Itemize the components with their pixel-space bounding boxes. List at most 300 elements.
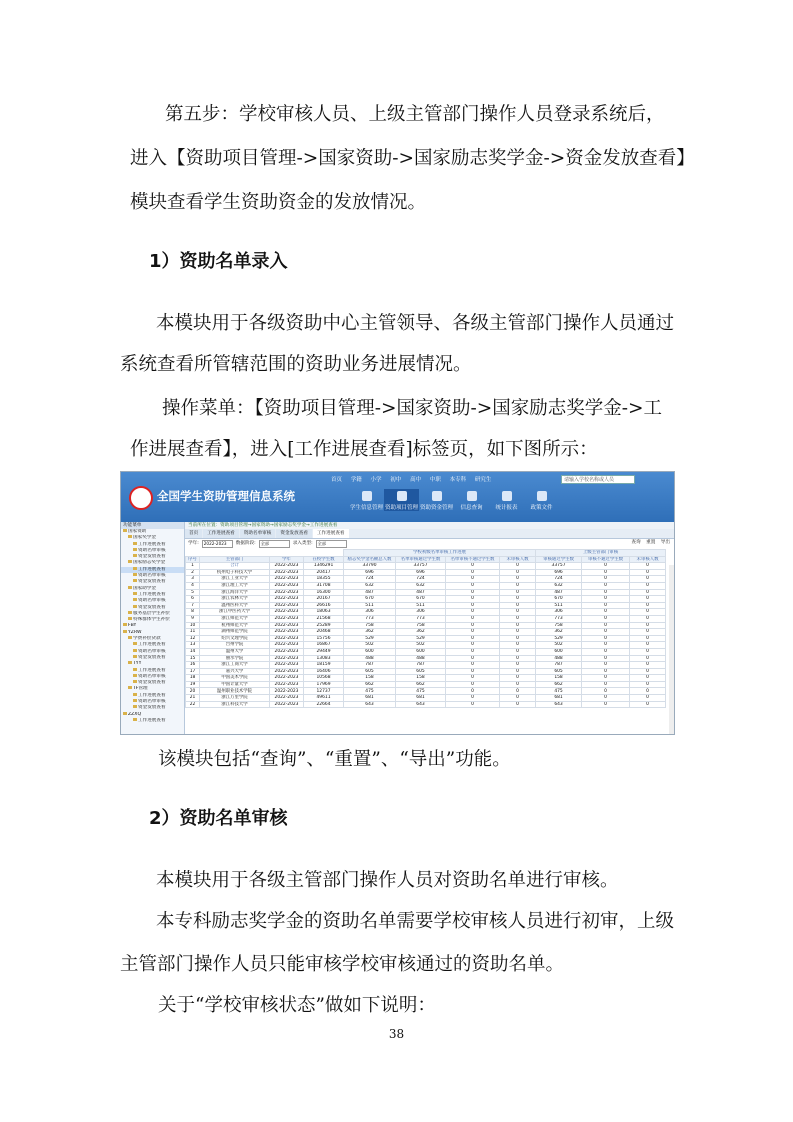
- top-link[interactable]: 研究生: [474, 477, 492, 483]
- table-cell: 511: [396, 602, 446, 609]
- table-cell: 18: [186, 675, 200, 682]
- table-cell: 773: [344, 615, 396, 622]
- table-cell: 0: [582, 629, 630, 636]
- table-cell: 22: [186, 701, 200, 708]
- paragraph-menu-line2: 作进展查看】，进入[工作进展查看]标签页，如下图所示：: [130, 439, 598, 460]
- table-row[interactable]: [186, 576, 666, 583]
- sidebar-item[interactable]: [121, 718, 184, 724]
- table-cell: 0: [582, 576, 630, 583]
- table-cell: 0: [500, 648, 536, 655]
- table-cell: 0: [446, 563, 500, 570]
- table-cell: 306: [536, 609, 582, 616]
- folder-icon: [133, 548, 137, 551]
- sidebar-title: 功能菜单: [121, 522, 184, 529]
- table-cell: 600: [344, 648, 396, 655]
- table-cell: 20: [186, 688, 200, 695]
- table-cell: 0: [446, 675, 500, 682]
- table-cell: 2022-2023: [270, 563, 304, 570]
- table-cell: 20417: [304, 569, 344, 576]
- table-cell: 18063: [304, 609, 344, 616]
- table-cell: 0: [630, 596, 666, 603]
- paragraph-scholarship-line2: 主管部门操作人员只能审核学校审核通过的资助名单。: [120, 954, 565, 975]
- table-cell: 0: [500, 688, 536, 695]
- table-cell: 0: [630, 602, 666, 609]
- table-cell: 2022-2023: [270, 662, 304, 669]
- folder-icon: [133, 693, 137, 696]
- table-cell: 362: [396, 629, 446, 636]
- folder-icon: [133, 567, 137, 570]
- table-cell: 511: [536, 602, 582, 609]
- table-cell: 158: [344, 675, 396, 682]
- table-cell: 16300: [304, 589, 344, 596]
- table-cell: 0: [582, 655, 630, 662]
- table-cell: 529: [344, 635, 396, 642]
- table-cell: 杭州师范大学: [200, 622, 270, 629]
- table-cell: 0: [500, 609, 536, 616]
- table-cell: 0: [630, 609, 666, 616]
- table-cell: 20167: [304, 596, 344, 603]
- table-cell: 0: [630, 589, 666, 596]
- sidebar-item-label: 国家励志奖学金: [133, 560, 166, 566]
- column-header[interactable]: 序号: [186, 556, 200, 563]
- table-cell: 0: [630, 662, 666, 669]
- table-cell: 0: [582, 681, 630, 688]
- table-cell: 9: [186, 615, 200, 622]
- folder-icon: [133, 573, 137, 576]
- table-cell: 681: [396, 695, 446, 702]
- sidebar-item-label: 资助名单审核: [138, 673, 166, 679]
- table-cell: 0: [582, 635, 630, 642]
- table-cell: 温州职业技术学院: [200, 688, 270, 695]
- folder-icon: [128, 617, 132, 620]
- table-cell: 15: [186, 655, 200, 662]
- paragraph-status-note: 关于“学校审核状态”做如下说明：: [158, 995, 436, 1016]
- table-row[interactable]: [186, 662, 666, 669]
- filter-bar: [185, 539, 674, 549]
- type-label: 录入类型:: [292, 541, 313, 546]
- table-cell: 681: [536, 695, 582, 702]
- table-cell: 0: [500, 695, 536, 702]
- table-cell: 0: [446, 576, 500, 583]
- folder-icon: [133, 605, 137, 608]
- table-cell: 0: [446, 609, 500, 616]
- sidebar-item-label: 国家助学金: [133, 585, 156, 591]
- top-link[interactable]: 中职: [429, 477, 441, 483]
- paragraph-review: 本模块用于各级主管部门操作人员对资助名单进行审核。: [156, 870, 619, 891]
- table-row[interactable]: [186, 589, 666, 596]
- table-cell: 0: [630, 648, 666, 655]
- top-link[interactable]: 本专科: [449, 477, 467, 483]
- table-row[interactable]: [186, 675, 666, 682]
- table-cell: 0: [630, 615, 666, 622]
- sidebar-menu: [121, 522, 185, 734]
- table-row[interactable]: [186, 695, 666, 702]
- table-row[interactable]: [186, 681, 666, 688]
- search-input[interactable]: 请输入学校名称或人员: [561, 475, 635, 484]
- table-cell: 0: [582, 582, 630, 589]
- level-select[interactable]: 全部: [259, 540, 290, 548]
- table-cell: 2022-2023: [270, 629, 304, 636]
- table-cell: 0: [446, 622, 500, 629]
- folder-icon: [133, 674, 137, 677]
- table-cell: 8: [186, 609, 200, 616]
- folder-icon: [123, 623, 127, 626]
- table-cell: 773: [396, 615, 446, 622]
- column-header[interactable]: 主管部门: [200, 556, 270, 563]
- table-cell: 696: [344, 569, 396, 576]
- table-cell: 0: [582, 701, 630, 708]
- table-row[interactable]: [186, 688, 666, 695]
- table-cell: 湖州师范学院: [200, 629, 270, 636]
- year-select[interactable]: 2022-2023: [202, 540, 233, 548]
- column-header[interactable]: 未审核人数: [500, 556, 536, 563]
- table-cell: 2022-2023: [270, 609, 304, 616]
- document-icon: [537, 491, 547, 501]
- table-cell: 0: [582, 622, 630, 629]
- table-cell: 0: [446, 582, 500, 589]
- sidebar-item-label: TYY: [133, 661, 142, 667]
- table-cell: 33757: [536, 563, 582, 570]
- table-cell: 0: [500, 675, 536, 682]
- table-cell: 0: [500, 635, 536, 642]
- column-header[interactable]: 审核不通过学生数: [582, 556, 630, 563]
- table-cell: 0: [630, 701, 666, 708]
- table-cell: 13083: [304, 655, 344, 662]
- table-cell: 362: [344, 629, 396, 636]
- table-cell: 浙江农林大学: [200, 596, 270, 603]
- table-cell: 529: [396, 635, 446, 642]
- table-cell: 0: [582, 569, 630, 576]
- table-cell: 0: [500, 629, 536, 636]
- table-cell: 475: [396, 688, 446, 695]
- sidebar-item-label: FBY: [128, 623, 137, 629]
- table-cell: 488: [344, 655, 396, 662]
- year-label: 学年:: [188, 541, 199, 546]
- table-cell: 0: [446, 602, 500, 609]
- module-policy[interactable]: 政策文件: [524, 489, 559, 511]
- table-cell: 0: [582, 695, 630, 702]
- table-cell: 0: [446, 615, 500, 622]
- paragraph-menu-line1: 操作菜单：【资助项目管理->国家资助->国家励志奖学金->工: [162, 398, 663, 419]
- table-cell: 21: [186, 695, 200, 702]
- table-cell: 绍兴文理学院: [200, 635, 270, 642]
- table-cell: 2: [186, 569, 200, 576]
- table-cell: 0: [446, 695, 500, 702]
- table-row[interactable]: [186, 569, 666, 576]
- table-cell: 758: [396, 622, 446, 629]
- table-cell: 0: [582, 602, 630, 609]
- top-link[interactable]: 首页: [331, 477, 343, 483]
- table-cell: 浙江中医药大学: [200, 609, 270, 616]
- table-cell: 0: [500, 668, 536, 675]
- table-cell: 2022-2023: [270, 569, 304, 576]
- column-header[interactable]: 学年: [270, 556, 304, 563]
- table-cell: 0: [500, 589, 536, 596]
- table-cell: 20468: [304, 629, 344, 636]
- table-cell: 0: [446, 569, 500, 576]
- sidebar-item-label: 国家资助: [128, 529, 147, 534]
- folder-icon: [133, 598, 137, 601]
- search-icon: [467, 491, 477, 501]
- operation-buttons: [627, 539, 670, 545]
- table-cell: 600: [396, 648, 446, 655]
- table-cell: 488: [536, 655, 582, 662]
- table-cell: 0: [582, 596, 630, 603]
- tab-home[interactable]: 首页: [185, 529, 202, 538]
- table-cell: 3: [186, 576, 200, 583]
- system-title: 全国学生资助管理信息系统: [157, 489, 295, 503]
- column-header[interactable]: 励志奖学金名额总人数: [344, 556, 396, 563]
- table-cell: 2022-2023: [270, 655, 304, 662]
- table-cell: 158: [536, 675, 582, 682]
- table-cell: 0: [630, 576, 666, 583]
- table-cell: 18159: [304, 662, 344, 669]
- group-header-upper: 上级主管部门审核: [536, 550, 666, 557]
- table-row[interactable]: [186, 629, 666, 636]
- people-icon: [362, 491, 372, 501]
- table-cell: 0: [582, 675, 630, 682]
- table-cell: 605: [536, 668, 582, 675]
- column-header[interactable]: 未审核人数: [630, 556, 666, 563]
- top-link[interactable]: 高中: [410, 477, 422, 483]
- folder-icon: [128, 535, 132, 538]
- table-cell: 643: [344, 701, 396, 708]
- heading-1: 1）资助名单录入: [149, 251, 288, 272]
- table-cell: 浙江师范大学: [200, 615, 270, 622]
- table-cell: 2022-2023: [270, 701, 304, 708]
- table-cell: 0: [500, 622, 536, 629]
- table-cell: 0: [582, 688, 630, 695]
- sidebar-item-label: 资金发放查看: [138, 680, 166, 686]
- sidebar-item-label: 资助名单审核: [138, 699, 166, 705]
- table-cell: 浙江理工大学: [200, 582, 270, 589]
- table-cell: 696: [396, 569, 446, 576]
- table-row[interactable]: [186, 563, 666, 570]
- sidebar-item-label: 资金发放查看: [138, 654, 166, 660]
- table-row[interactable]: [186, 655, 666, 662]
- table-cell: 33757: [396, 563, 446, 570]
- table-cell: 0: [500, 615, 536, 622]
- system-screenshot: [120, 471, 675, 735]
- folder-icon: [133, 592, 137, 595]
- table-cell: 1: [186, 563, 200, 570]
- top-links: [331, 475, 498, 487]
- table-cell: 0: [446, 635, 500, 642]
- table-cell: 758: [536, 622, 582, 629]
- folder-icon: [133, 649, 137, 652]
- table-row[interactable]: [186, 648, 666, 655]
- table-row[interactable]: [186, 635, 666, 642]
- sidebar-item-label: 资金发放查看: [138, 579, 166, 585]
- paragraph-step5-line2: 进入【资助项目管理->国家资助->国家励志奖学金->资金发放查看】: [130, 148, 695, 169]
- top-link[interactable]: 学籍: [350, 477, 362, 483]
- table-cell: 696: [536, 569, 582, 576]
- table-cell: 306: [396, 609, 446, 616]
- page-number: 38: [388, 1027, 405, 1041]
- module-report[interactable]: 统计报表: [489, 489, 524, 511]
- sidebar-item-label: 工作进展查看: [138, 692, 166, 698]
- folder-icon: [133, 655, 137, 658]
- pie-chart-icon: [502, 491, 512, 501]
- table-cell: 662: [344, 681, 396, 688]
- table-row[interactable]: [186, 622, 666, 629]
- table-cell: 10568: [304, 675, 344, 682]
- table-cell: 0: [582, 662, 630, 669]
- module-fund[interactable]: 资助资金管理: [419, 489, 454, 511]
- table-cell: 502: [396, 642, 446, 649]
- table-cell: 0: [630, 642, 666, 649]
- table-cell: 0: [446, 688, 500, 695]
- table-row[interactable]: [186, 609, 666, 616]
- table-cell: 0: [630, 569, 666, 576]
- module-project[interactable]: 资助项目管理: [384, 489, 419, 511]
- table-cell: 2022-2023: [270, 668, 304, 675]
- table-cell: 17969: [304, 681, 344, 688]
- sidebar-item-label: 资助名单审核: [138, 573, 166, 579]
- folder-icon: [128, 611, 132, 614]
- table-cell: 0: [446, 596, 500, 603]
- table-cell: 0: [630, 563, 666, 570]
- table-cell: 2022-2023: [270, 688, 304, 695]
- table-cell: 662: [536, 681, 582, 688]
- folder-icon: [123, 712, 127, 715]
- top-link[interactable]: 初中: [390, 477, 402, 483]
- tab-progress[interactable]: 工作进展查看: [203, 529, 239, 538]
- table-cell: 0: [446, 642, 500, 649]
- table-cell: 7: [186, 602, 200, 609]
- sidebar-item-label: 学费补偿贷款: [133, 636, 161, 642]
- table-row[interactable]: [186, 596, 666, 603]
- table-cell: 16406: [304, 668, 344, 675]
- table-cell: 0: [446, 662, 500, 669]
- folder-icon: [133, 718, 137, 721]
- table-row[interactable]: [186, 615, 666, 622]
- table-row[interactable]: [186, 642, 666, 649]
- table-cell: 6: [186, 596, 200, 603]
- table-cell: 2022-2023: [270, 576, 304, 583]
- sidebar-item-label: 工作进展查看: [138, 717, 166, 723]
- table-cell: 0: [500, 596, 536, 603]
- heading-2: 2）资助名单审核: [149, 808, 288, 829]
- folder-icon: [123, 529, 127, 532]
- table-cell: 台州学院: [200, 642, 270, 649]
- table-row[interactable]: [186, 602, 666, 609]
- table-cell: 嘉兴大学: [200, 668, 270, 675]
- table-cell: 2022-2023: [270, 602, 304, 609]
- table-cell: 2022-2023: [270, 615, 304, 622]
- table-cell: 33790: [344, 563, 396, 570]
- table-cell: 758: [344, 622, 396, 629]
- table-cell: 0: [630, 635, 666, 642]
- table-cell: 0: [630, 655, 666, 662]
- sidebar-item-label: 资金发放查看: [138, 604, 166, 610]
- module-nav: [349, 489, 559, 511]
- table-cell: 502: [536, 642, 582, 649]
- tab-bar: [185, 529, 674, 539]
- folder-icon: [133, 642, 137, 645]
- folder-icon: [128, 636, 132, 639]
- table-cell: 21568: [304, 615, 344, 622]
- top-link[interactable]: 小学: [370, 477, 382, 483]
- table-cell: 杭州电子科技大学: [200, 569, 270, 576]
- table-cell: 0: [582, 609, 630, 616]
- module-query[interactable]: 信息查询: [454, 489, 489, 511]
- table-cell: 浙江海洋大学: [200, 589, 270, 596]
- table-cell: 1346291: [304, 563, 344, 570]
- table-cell: 487: [344, 589, 396, 596]
- briefcase-icon: [397, 491, 407, 501]
- tab-progress-active[interactable]: 工作进展查看: [313, 529, 349, 538]
- reset-button[interactable]: 重置: [646, 540, 656, 545]
- level-label: 数据阶段:: [235, 541, 256, 546]
- progress-table: [185, 549, 666, 708]
- table-cell: 475: [344, 688, 396, 695]
- table-row[interactable]: [186, 701, 666, 708]
- money-icon: [432, 491, 442, 501]
- table-cell: 18355: [304, 576, 344, 583]
- column-header[interactable]: 名单审核不通过学生数: [446, 556, 500, 563]
- table-cell: 2022-2023: [270, 681, 304, 688]
- column-header[interactable]: 名单审核通过学生数: [396, 556, 446, 563]
- export-button[interactable]: 导出: [660, 540, 670, 545]
- table-cell: 0: [446, 648, 500, 655]
- table-cell: 12: [186, 635, 200, 642]
- column-header[interactable]: 在校学生数: [304, 556, 344, 563]
- table-cell: 0: [500, 569, 536, 576]
- table-cell: 0: [500, 602, 536, 609]
- sidebar-item-label: 服务基层学生补偿: [133, 610, 170, 616]
- folder-icon: [133, 668, 137, 671]
- table-row[interactable]: [186, 582, 666, 589]
- table-cell: 13: [186, 642, 200, 649]
- table-cell: 773: [536, 615, 582, 622]
- table-cell: 0: [446, 681, 500, 688]
- table-cell: 2022-2023: [270, 675, 304, 682]
- table-cell: 4: [186, 582, 200, 589]
- table-cell: 31708: [304, 582, 344, 589]
- table-row[interactable]: [186, 668, 666, 675]
- table-cell: 0: [582, 642, 630, 649]
- tab-payment[interactable]: 资金发放查看: [276, 529, 312, 538]
- table-cell: 632: [536, 582, 582, 589]
- table-cell: 362: [536, 629, 582, 636]
- table-cell: 中国美术学院: [200, 675, 270, 682]
- table-cell: 724: [536, 576, 582, 583]
- table-cell: 306: [344, 609, 396, 616]
- table-cell: 0: [582, 589, 630, 596]
- module-student-info[interactable]: 学生信息管理: [349, 489, 384, 511]
- table-cell: 0: [500, 681, 536, 688]
- table-cell: 0: [630, 629, 666, 636]
- table-cell: 0: [630, 668, 666, 675]
- table-cell: 2022-2023: [270, 635, 304, 642]
- column-header[interactable]: 审核通过学生数: [536, 556, 582, 563]
- folder-icon: [123, 630, 127, 633]
- table-cell: 22664: [304, 701, 344, 708]
- tab-review[interactable]: 资助名单审核: [240, 529, 276, 538]
- vertical-scrollbar[interactable]: [669, 565, 674, 734]
- table-cell: 475: [536, 688, 582, 695]
- type-select[interactable]: 全部: [316, 540, 347, 548]
- table-cell: 浙江万里学院: [200, 695, 270, 702]
- sidebar-item-label: 特殊群体学生补偿: [133, 617, 170, 623]
- paragraph-functions: 该模块包括“查询”、“重置”、“导出”功能。: [158, 749, 511, 770]
- table-cell: 0: [582, 563, 630, 570]
- query-button[interactable]: 查询: [631, 540, 641, 545]
- table-cell: 632: [344, 582, 396, 589]
- table-cell: 529: [536, 635, 582, 642]
- table-cell: 2022-2023: [270, 648, 304, 655]
